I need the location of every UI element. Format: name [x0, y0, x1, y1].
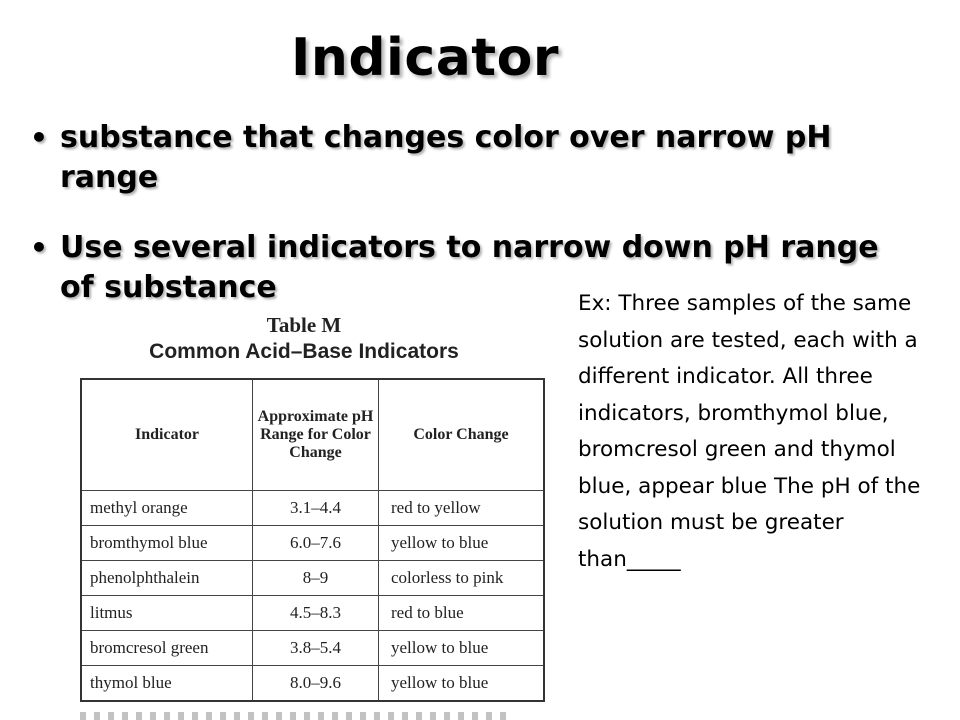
column-header-indicator: Indicator [81, 379, 253, 491]
ph-range-cell: 3.8–5.4 [253, 631, 379, 666]
table-row [81, 561, 544, 596]
bullet-item [30, 118, 910, 198]
color-change-cell: yellow to blue [379, 631, 545, 666]
indicator-cell: methyl orange [81, 491, 253, 526]
example-question-text: Ex: Three samples of the same solution are tested, each with a different indicator. All three indicators, bromthymol blue, bromcresol green and thymol blue, appear blue The pH of the solution must be greater than_____ [578, 291, 921, 572]
indicator-table [80, 378, 545, 702]
color-change-cell: yellow to blue [379, 526, 545, 561]
table-row [81, 596, 544, 631]
table-row [81, 666, 544, 702]
table-source-footnote-cropped [80, 712, 510, 720]
color-change-cell: red to blue [379, 596, 545, 631]
table-subtitle: Common Acid–Base Indicators [149, 340, 459, 363]
bullet-text: Use several indicators to narrow down pH range of substance [60, 230, 879, 305]
table-header-row [81, 379, 544, 491]
column-header-ph-range: Approximate pH Range for Color Change [253, 379, 379, 491]
indicator-cell: bromcresol green [81, 631, 253, 666]
indicator-cell: phenolphthalein [81, 561, 253, 596]
indicator-cell: litmus [81, 596, 253, 631]
ph-range-cell: 4.5–8.3 [253, 596, 379, 631]
color-change-cell: yellow to blue [379, 666, 545, 702]
ph-range-cell: 8.0–9.6 [253, 666, 379, 702]
color-change-cell: colorless to pink [379, 561, 545, 596]
indicator-cell: bromthymol blue [81, 526, 253, 561]
bullet-dot-icon: • [30, 231, 48, 264]
slide-title: Indicator [290, 28, 560, 88]
table-row [81, 491, 544, 526]
ph-range-cell: 6.0–7.6 [253, 526, 379, 561]
table-row [81, 526, 544, 561]
indicator-cell: thymol blue [81, 666, 253, 702]
bullet-text: substance that changes color over narrow pH range [60, 120, 832, 195]
column-header-color-change: Color Change [379, 379, 545, 491]
ph-range-cell: 3.1–4.4 [253, 491, 379, 526]
color-change-cell: red to yellow [379, 491, 545, 526]
table-row [81, 631, 544, 666]
bullet-dot-icon: • [30, 121, 48, 154]
table-title: Table M [266, 313, 342, 337]
ph-range-cell: 8–9 [253, 561, 379, 596]
